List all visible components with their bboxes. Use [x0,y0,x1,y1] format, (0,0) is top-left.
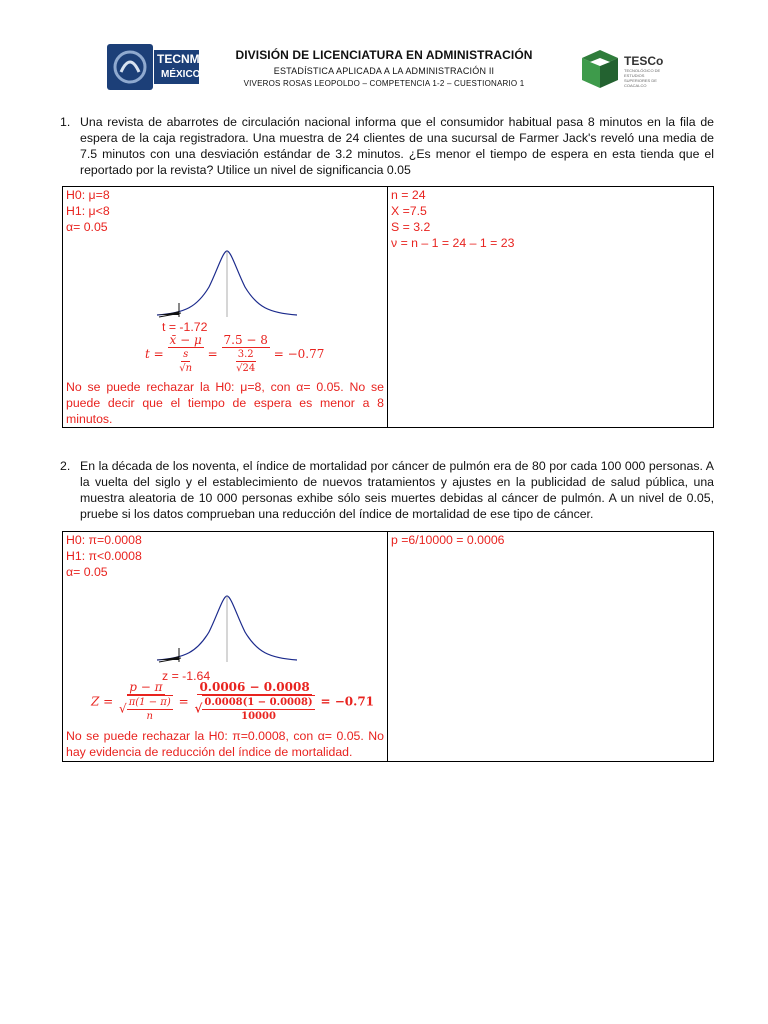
question-1 [60,114,714,178]
q1-formula-result: = −0.77 [273,347,325,361]
document-subtitle: ESTADÍSTICA APLICADA A LA ADMINISTRACIÓN II [273,66,495,76]
q1-formula-s-value: 3.2 [237,349,254,360]
q2-formula-variance-value: 0.0008(1 − 0.0008) [204,697,313,708]
q1-formula-equals: = [207,347,218,361]
document-author-line: VIVEROS ROSAS LEOPOLDO – COMPETENCIA 1-2 – CUESTIONARIO 1 [243,79,525,88]
q2-conclusion: No se puede rechazar la H0: π=0.0008, con α= 0.05. No hay evidencia de reducción del índice de mortalidad. [66,729,384,759]
q2-formula-numerator-2: 0.0006 − 0.0008 [199,680,310,694]
q1-test-statistic-formula [145,334,324,375]
q1-conclusion: No se puede rechazar la H0: μ=8, con α= 0.05. No se puede decir que el tiempo de espera es menor a 8 minutos. [66,380,384,426]
q2-formula-result: = −0.71 [320,694,375,709]
q1-normal-curve [155,243,305,319]
q1-formula-sqrt-n-value: √24 [236,363,256,374]
tesco-logo [578,48,670,92]
q1-formula-lhs: t = [145,347,164,361]
q2-alpha: α= 0.05 [66,565,108,579]
question-1-number: 1. [60,115,71,129]
q2-normal-curve [155,588,305,664]
q2-formula-variance: π(1 − π) [128,697,171,708]
question-2 [60,458,714,522]
q1-null-hypothesis: H0: μ=8 [66,188,110,202]
document-header [0,40,768,100]
q1-alpha: α= 0.05 [66,220,108,234]
tecnm-logo-text-2: MÉXICO [161,69,201,80]
q1-formula-sqrt-n: √n [179,363,193,374]
q2-null-hypothesis: H0: π=0.0008 [66,533,142,547]
q1-data-sd: S = 3.2 [391,220,431,234]
q2-data-proportion: p =6/10000 = 0.0006 [391,533,505,547]
q1-formula-s: s [183,349,189,360]
q1-data-df: ν = n – 1 = 24 – 1 = 23 [391,236,515,250]
q1-alt-hypothesis: H1: μ<8 [66,204,110,218]
answer-2-right-cell [388,532,713,761]
q1-data-n: n = 24 [391,188,426,202]
q1-critical-value: t = -1.72 [162,320,208,334]
q2-critical-value: z = -1.64 [162,669,211,683]
answer-2-left-cell [63,532,388,761]
question-2-number: 2. [60,459,71,473]
answer-box-2 [62,531,714,762]
q2-formula-lhs: Z = [91,694,114,709]
answer-1-right-cell [388,187,713,427]
q2-formula-n: n [146,711,153,722]
answer-1-left-cell [63,187,388,427]
question-1-text: Una revista de abarrotes de circulación nacional informa que el consumidor habitual pasa 8 minutos en la fila de espera de la caja registradora. Una muestra de 24 clientes de una sucursal de Farmer Jack's reveló una media de 7.5 minutos con una desviación estándar de 3.2 minutos. ¿Es menor el tiempo de espera en esta tienda que el reportado por la revista? Utilice un nivel de significancia 0.05 [80,115,714,177]
tesco-logo-tagline: TECNOLÓGICO DE ESTUDIOS SUPERIORES DE COACALCO [624,68,661,88]
q2-formula-numerator: p − π [129,680,163,694]
q2-formula-n-value: 10000 [241,711,276,722]
q1-data-mean: X =7.5 [391,204,427,218]
tesco-logo-text: TESCo [624,54,664,68]
q2-test-statistic-formula: Z = p − π √ $\frac{\pi(1 - \pi)}{n}$ = 0.0006 − 0.0008 √ $\frac{0.0008(1 - 0.0008)}{10000}$ = −0.71 [91,680,375,722]
answer-box-1 [62,186,714,428]
q1-formula-numerator-2: 7.5 − 8 [223,333,268,347]
document-title: DIVISIÓN DE LICENCIATURA EN ADMINISTRACIÓN [235,48,533,62]
tecnm-logo-text-1: TECNM [157,52,200,66]
q1-formula-numerator: x̄ − μ [169,333,202,347]
question-2-text: En la década de los noventa, el índice de mortalidad por cáncer de pulmón era de 80 por cada 100 000 personas. A la vuelta del siglo y el establecimiento de nuevos tratamientos y ajustes en la publicidad de salud pública, una muestra aleatoria de 10 000 personas exhibe sólo seis muertes debidas al cáncer de pulmón. A un nivel de 0.05, pruebe si los datos comprueban una reducción del índice de mortalidad de ese tipo de cáncer. [80,459,714,521]
q2-alt-hypothesis: H1: π<0.0008 [66,549,142,563]
